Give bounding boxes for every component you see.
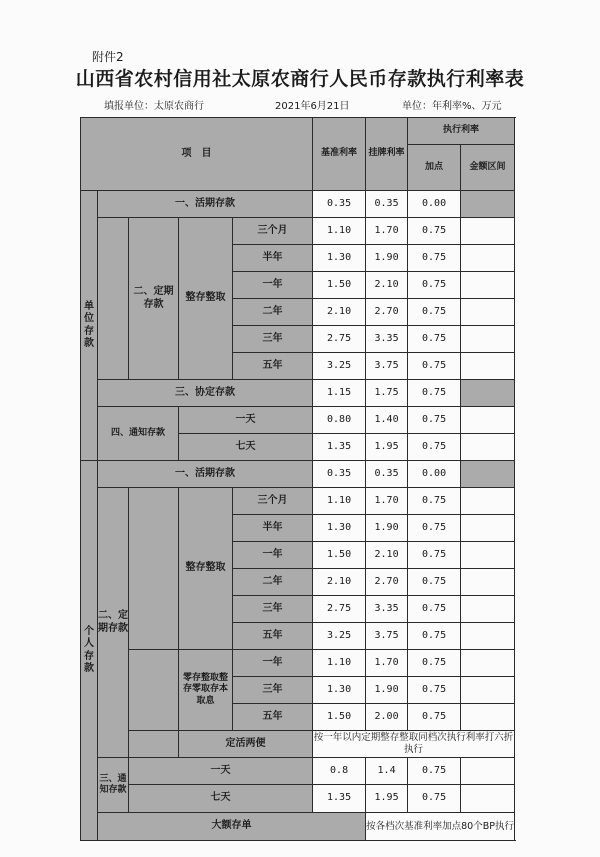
table-row bbox=[81, 380, 515, 407]
base-rate-cell: 1.30 bbox=[313, 515, 366, 542]
spacer-cell bbox=[98, 218, 129, 380]
base-rate-cell: 3.25 bbox=[313, 353, 366, 380]
table-row bbox=[81, 218, 515, 245]
unit-deposit-group: 单位存款 bbox=[81, 191, 98, 461]
term-label: 一年 bbox=[233, 650, 313, 677]
add-point-cell: 0.75 bbox=[408, 245, 461, 272]
personal-notice-label: 三、通知存款 bbox=[98, 758, 129, 813]
term-label: 五年 bbox=[233, 353, 313, 380]
term-label: 三年 bbox=[233, 326, 313, 353]
spacer-cell bbox=[129, 731, 179, 758]
exec-rate-group-header: 执行利率 bbox=[408, 118, 515, 145]
base-rate-cell: 1.10 bbox=[313, 650, 366, 677]
term-label: 一天 bbox=[179, 407, 313, 434]
personal-lump-label: 整存整取 bbox=[179, 488, 233, 650]
amount-range-cell bbox=[461, 407, 515, 434]
add-point-cell: 0.75 bbox=[408, 623, 461, 650]
listed-rate-header: 挂牌利率 bbox=[366, 118, 408, 191]
large-deposit-label: 大额存单 bbox=[98, 813, 366, 841]
add-point-cell: 0.75 bbox=[408, 272, 461, 299]
term-label: 一年 bbox=[233, 272, 313, 299]
item-header: 项 目 bbox=[81, 118, 313, 191]
term-label: 三年 bbox=[233, 596, 313, 623]
term-label: 三个月 bbox=[233, 488, 313, 515]
amount-range-cell bbox=[461, 326, 515, 353]
add-point-cell: 0.75 bbox=[408, 299, 461, 326]
listed-rate-cell: 2.10 bbox=[366, 542, 408, 569]
table-row bbox=[81, 488, 515, 515]
term-label: 三个月 bbox=[233, 218, 313, 245]
add-point-cell: 0.75 bbox=[408, 650, 461, 677]
term-label: 半年 bbox=[233, 515, 313, 542]
add-point-cell: 0.75 bbox=[408, 488, 461, 515]
listed-rate-cell: 1.70 bbox=[366, 218, 408, 245]
add-point-cell: 0.75 bbox=[408, 353, 461, 380]
header-row bbox=[81, 118, 515, 145]
base-rate-cell: 2.10 bbox=[313, 569, 366, 596]
unit-current-add: 0.00 bbox=[408, 191, 461, 218]
amount-range-cell bbox=[461, 272, 515, 299]
table-row bbox=[81, 407, 515, 434]
table-row bbox=[81, 191, 515, 218]
add-point-cell: 0.75 bbox=[408, 326, 461, 353]
amount-range-cell bbox=[461, 569, 515, 596]
amount-range-cell bbox=[461, 758, 515, 785]
unit-agreed-label: 三、协定存款 bbox=[98, 380, 313, 407]
amount-range-cell bbox=[461, 650, 515, 677]
base-rate-cell: 0.80 bbox=[313, 407, 366, 434]
amount-range-cell bbox=[461, 434, 515, 461]
listed-rate-cell: 1.95 bbox=[366, 785, 408, 813]
listed-rate-cell: 3.35 bbox=[366, 596, 408, 623]
amount-range-cell bbox=[461, 596, 515, 623]
amount-range-cell bbox=[461, 785, 515, 813]
base-rate-cell: 1.35 bbox=[313, 434, 366, 461]
table-row bbox=[81, 785, 515, 813]
base-rate-cell: 1.30 bbox=[313, 677, 366, 704]
base-rate-cell: 1.30 bbox=[313, 245, 366, 272]
personal-current-label: 一、活期存款 bbox=[98, 461, 313, 488]
add-point-cell: 0.75 bbox=[408, 596, 461, 623]
listed-rate-cell: 1.70 bbox=[366, 488, 408, 515]
base-rate-cell: 1.50 bbox=[313, 704, 366, 731]
attachment-label: 附件2 bbox=[92, 50, 124, 64]
term-label: 半年 bbox=[233, 245, 313, 272]
term-label: 五年 bbox=[233, 704, 313, 731]
amount-range-cell bbox=[461, 299, 515, 326]
large-deposit-note: 按各档次基准利率加点80个BP执行 bbox=[366, 813, 515, 841]
base-rate-cell: 0.8 bbox=[313, 758, 366, 785]
personal-mixed-label: 零存整取整存零取存本取息 bbox=[179, 650, 233, 731]
base-rate-cell: 1.50 bbox=[313, 542, 366, 569]
unit-current-listed: 0.35 bbox=[366, 191, 408, 218]
table-row bbox=[81, 731, 515, 758]
listed-rate-cell: 1.90 bbox=[366, 677, 408, 704]
add-point-cell: 0.75 bbox=[408, 434, 461, 461]
spacer-cell bbox=[129, 650, 179, 731]
term-label: 七天 bbox=[129, 785, 313, 813]
unit-fixed-label: 二、定期存款 bbox=[129, 218, 179, 380]
base-rate-cell: 3.25 bbox=[313, 623, 366, 650]
base-rate-cell: 0.35 bbox=[313, 461, 366, 488]
listed-rate-cell: 0.35 bbox=[366, 461, 408, 488]
personal-flex-label: 定活两便 bbox=[179, 731, 313, 758]
add-point-cell: 0.75 bbox=[408, 569, 461, 596]
listed-rate-cell: 2.00 bbox=[366, 704, 408, 731]
term-label: 一天 bbox=[129, 758, 313, 785]
listed-rate-cell: 1.90 bbox=[366, 515, 408, 542]
listed-rate-cell: 1.70 bbox=[366, 650, 408, 677]
unit-current-base: 0.35 bbox=[313, 191, 366, 218]
listed-rate-cell: 2.70 bbox=[366, 299, 408, 326]
add-point-cell: 0.75 bbox=[408, 515, 461, 542]
add-point-cell: 0.75 bbox=[408, 407, 461, 434]
term-label: 二年 bbox=[233, 569, 313, 596]
personal-deposit-group: 个人存款 bbox=[81, 461, 98, 841]
add-point-cell: 0.75 bbox=[408, 785, 461, 813]
base-rate-cell: 1.35 bbox=[313, 785, 366, 813]
amount-range-cell bbox=[461, 623, 515, 650]
listed-rate-cell: 1.40 bbox=[366, 407, 408, 434]
amount-range-cell bbox=[461, 245, 515, 272]
listed-rate-cell: 1.4 bbox=[366, 758, 408, 785]
listed-rate-cell: 3.75 bbox=[366, 623, 408, 650]
unit-current-label: 一、活期存款 bbox=[98, 191, 313, 218]
listed-rate-cell: 1.75 bbox=[366, 380, 408, 407]
term-label: 三年 bbox=[233, 677, 313, 704]
add-point-cell: 0.75 bbox=[408, 677, 461, 704]
add-point-cell: 0.75 bbox=[408, 380, 461, 407]
term-label: 五年 bbox=[233, 623, 313, 650]
add-point-header: 加点 bbox=[408, 145, 461, 191]
amount-range-cell bbox=[461, 353, 515, 380]
base-rate-cell: 2.75 bbox=[313, 596, 366, 623]
document-title: 山西省农村信用社太原农商行人民币存款执行利率表 bbox=[75, 68, 525, 90]
amount-range-cell bbox=[461, 704, 515, 731]
add-point-cell: 0.75 bbox=[408, 758, 461, 785]
listed-rate-cell: 3.35 bbox=[366, 326, 408, 353]
table-row bbox=[81, 813, 515, 841]
base-rate-header: 基准利率 bbox=[313, 118, 366, 191]
unit-notice-label: 四、通知存款 bbox=[98, 407, 179, 461]
listed-rate-cell: 2.10 bbox=[366, 272, 408, 299]
base-rate-cell: 1.50 bbox=[313, 272, 366, 299]
amount-range-cell bbox=[461, 218, 515, 245]
table-row bbox=[81, 758, 515, 785]
amount-range-cell bbox=[461, 488, 515, 515]
report-date: 2021年6月21日 bbox=[275, 101, 350, 112]
listed-rate-cell: 2.70 bbox=[366, 569, 408, 596]
amount-range-header: 金额区间 bbox=[461, 145, 515, 191]
reporting-unit: 填报单位：太原农商行 bbox=[104, 101, 204, 112]
base-rate-cell: 1.15 bbox=[313, 380, 366, 407]
amount-range-cell bbox=[461, 515, 515, 542]
base-rate-cell: 2.10 bbox=[313, 299, 366, 326]
base-rate-cell: 2.75 bbox=[313, 326, 366, 353]
add-point-cell: 0.75 bbox=[408, 542, 461, 569]
unit-lump-label: 整存整取 bbox=[179, 218, 233, 380]
listed-rate-cell: 1.95 bbox=[366, 434, 408, 461]
table-row bbox=[81, 461, 515, 488]
unit-note: 单位：年利率%、万元 bbox=[402, 101, 502, 112]
base-rate-cell: 1.10 bbox=[313, 488, 366, 515]
personal-fixed-label: 二、定期存款 bbox=[98, 488, 129, 758]
base-rate-cell: 1.10 bbox=[313, 218, 366, 245]
amount-range-cell bbox=[461, 461, 515, 488]
table-row bbox=[81, 650, 515, 677]
term-label: 七天 bbox=[179, 434, 313, 461]
amount-range-cell bbox=[461, 677, 515, 704]
add-point-cell: 0.00 bbox=[408, 461, 461, 488]
add-point-cell: 0.75 bbox=[408, 704, 461, 731]
term-label: 二年 bbox=[233, 299, 313, 326]
listed-rate-cell: 1.90 bbox=[366, 245, 408, 272]
amount-range-cell bbox=[461, 542, 515, 569]
add-point-cell: 0.75 bbox=[408, 218, 461, 245]
term-label: 一年 bbox=[233, 542, 313, 569]
amount-range-cell bbox=[461, 380, 515, 407]
amount-range-cell bbox=[461, 191, 515, 218]
spacer-cell bbox=[129, 488, 179, 650]
interest-rate-table bbox=[80, 117, 515, 841]
listed-rate-cell: 3.75 bbox=[366, 353, 408, 380]
personal-flex-note: 按一年以内定期整存整取同档次执行利率打六折执行 bbox=[313, 731, 515, 758]
